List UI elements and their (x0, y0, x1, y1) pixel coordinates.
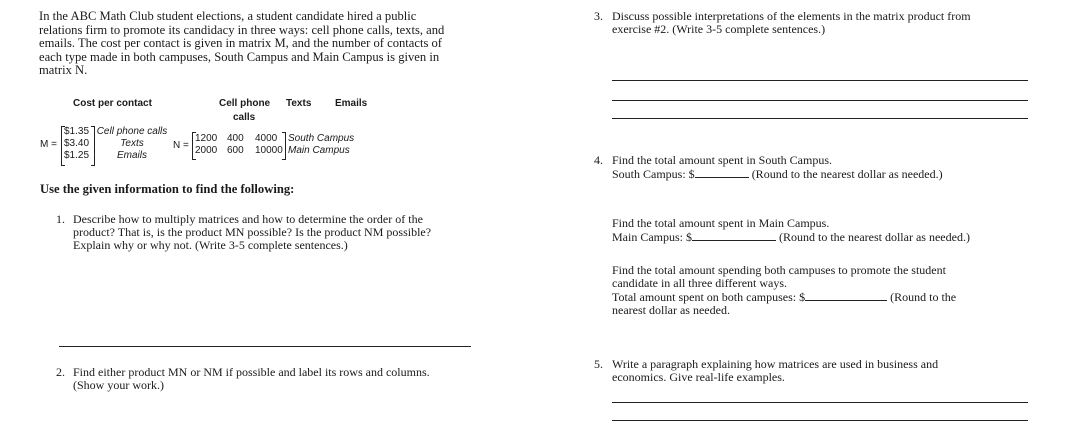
matrix-m-value: $3.40 (64, 138, 90, 149)
intro-line: each type made in both campuses, South Campus and Main Campus is given in (39, 49, 440, 64)
question-5-text (612, 358, 1052, 384)
question-1-number: 1. (56, 212, 65, 226)
matrix-n-cell: 600 (227, 145, 244, 156)
main-campus-prompt: Find the total amount spent in Main Campus. (612, 216, 830, 230)
question-2-line: (Show your work.) (73, 378, 164, 392)
question-3-number: 3. (594, 9, 603, 23)
both-campuses-round-note: (Round to the (890, 290, 957, 304)
matrix-m-value: $1.35 (64, 126, 90, 137)
both-campuses-answer-blank[interactable] (805, 290, 887, 301)
question-3-answer-line[interactable] (612, 118, 1028, 119)
question-3-answer-line[interactable] (612, 80, 1028, 81)
main-campus-label: Main Campus: $ (612, 230, 692, 244)
question-3-line: exercise #2. (Write 3-5 complete sentences.) (612, 22, 826, 36)
question-5-line: economics. Give real-life examples. (612, 370, 785, 384)
row-label-emails: Emails (116, 150, 147, 161)
matrix-n-cell: 2000 (195, 145, 218, 156)
question-2-line: Find either product MN or NM if possible and label its rows and columns. (73, 365, 430, 379)
both-campuses-round-note-cont: nearest dollar as needed. (612, 303, 730, 317)
south-campus-label: South Campus: $ (612, 167, 695, 181)
header-texts: Texts (286, 98, 312, 109)
intro-paragraph (39, 10, 479, 78)
question-1-line: product? That is, is the product MN possible? Is the product NM possible? (73, 225, 432, 239)
matrix-n-label: N = (173, 140, 189, 151)
instruction-heading: Use the given information to find the following: (40, 182, 295, 196)
header-cell-phone: Cell phone (219, 98, 271, 109)
matrix-m-values (64, 126, 89, 162)
both-campuses-prompt-line: candidate in all three different ways. (612, 276, 788, 290)
row-label-texts: Texts (120, 138, 144, 149)
question-3-answer-line[interactable] (612, 100, 1028, 101)
matrix-n-cell: 4000 (255, 133, 278, 144)
matrix-m-right-bracket (91, 126, 95, 166)
matrix-n-right-bracket (282, 132, 286, 160)
row-label-main-campus: Main Campus (288, 145, 350, 156)
matrix-n-row-2 (195, 145, 283, 157)
question-2-number: 2. (56, 365, 65, 379)
question-4-both (612, 264, 1052, 317)
south-campus-round-note: (Round to the nearest dollar as needed.) (751, 167, 943, 181)
matrix-n-cell: 10000 (255, 145, 283, 156)
intro-line: emails. The cost per contact is given in matrix M, and the number of contacts of (39, 36, 443, 51)
south-campus-answer-blank[interactable] (695, 167, 749, 178)
question-5-answer-line[interactable] (612, 420, 1028, 421)
matrix-m-row-labels (96, 126, 168, 162)
south-campus-row (612, 167, 1052, 181)
question-4-main (612, 217, 1052, 244)
question-1-answer-line[interactable] (59, 346, 471, 347)
matrix-m-label: M = (40, 139, 57, 150)
question-4-prompt: Find the total amount spent in South Campus. (612, 153, 832, 167)
header-calls: calls (233, 112, 256, 123)
header-cost-per-contact: Cost per contact (73, 98, 152, 109)
main-campus-answer-blank[interactable] (692, 230, 776, 241)
both-campuses-prompt-line: Find the total amount spending both campuses to promote the student (612, 263, 946, 277)
header-emails: Emails (335, 98, 368, 109)
row-label-south-campus: South Campus (288, 133, 355, 144)
question-1-line: Describe how to multiply matrices and how to determine the order of the (73, 212, 423, 226)
matrix-m-value: $1.25 (64, 150, 90, 161)
question-1-line: Explain why or why not. (Write 3-5 complete sentences.) (73, 238, 348, 252)
matrix-n-row-1 (195, 133, 277, 145)
row-label-cell-phone: Cell phone calls (96, 126, 168, 137)
both-campuses-label: Total amount spent on both campuses: $ (612, 290, 806, 304)
both-campuses-row (612, 290, 1052, 304)
main-campus-row (612, 230, 1052, 244)
question-3-text (612, 10, 1052, 36)
question-5-number: 5. (594, 357, 603, 371)
matrix-n-row-labels (288, 133, 354, 157)
question-4-number: 4. (594, 153, 603, 167)
matrix-n-cell: 1200 (195, 133, 218, 144)
intro-line: relations firm to promote its candidacy in three ways: cell phone calls, texts, and (39, 22, 445, 37)
question-5-answer-line[interactable] (612, 402, 1028, 403)
main-campus-round-note: (Round to the nearest dollar as needed.) (779, 230, 970, 244)
intro-line: In the ABC Math Club student elections, a student candidate hired a public (39, 9, 417, 23)
question-4-south (612, 154, 1052, 181)
intro-line: matrix N. (39, 63, 88, 78)
question-2-text (73, 366, 483, 392)
question-3-line: Discuss possible interpretations of the elements in the matrix product from (612, 9, 971, 23)
question-1-text (73, 213, 483, 252)
matrix-n-cell: 400 (227, 133, 244, 144)
question-5-line: Write a paragraph explaining how matrices are used in business and (612, 357, 939, 371)
